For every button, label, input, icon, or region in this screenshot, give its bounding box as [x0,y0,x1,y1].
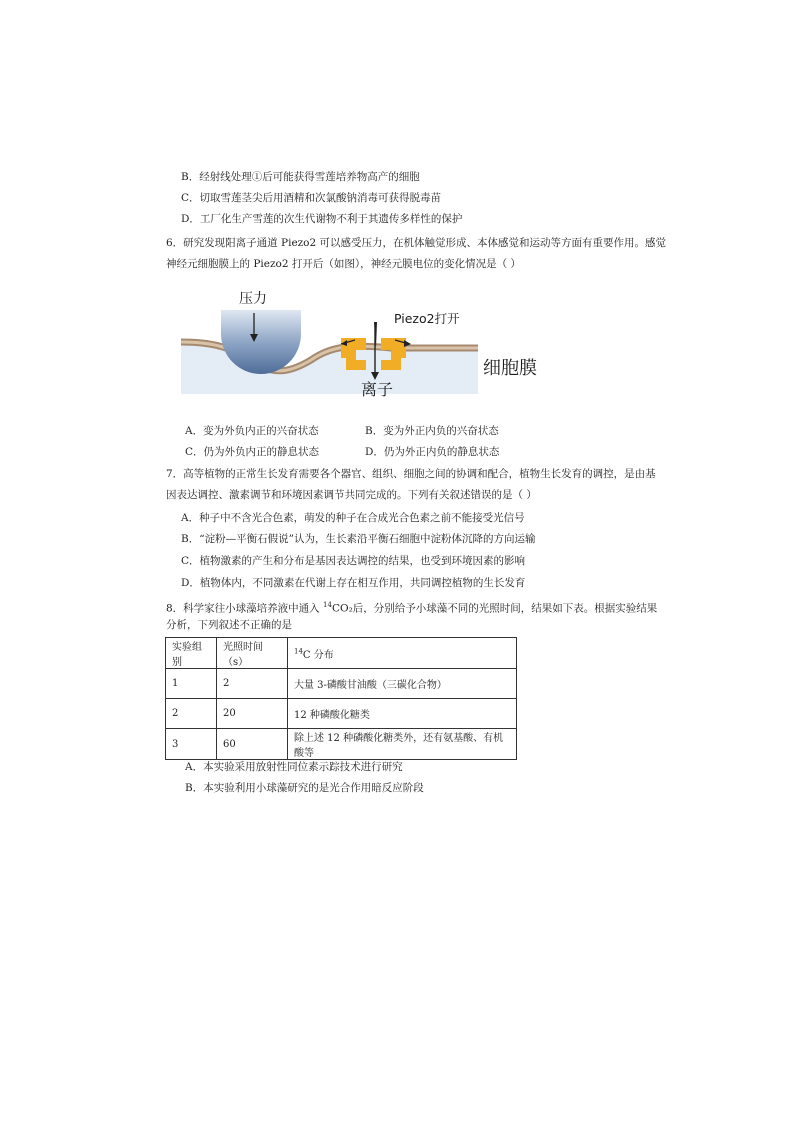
row2-time: 20 [217,699,288,729]
ion-label: 离子 [361,380,394,399]
q6-option-b: B．变为外正内负的兴奋状态 [365,425,499,437]
table-row [166,669,517,699]
piezo2-figure [181,282,561,402]
q7-option-c: C．植物激素的产生和分布是基因表达调控的结果，也受到环境因素的影响 [181,555,526,567]
q7-option-a: A．种子中不含光合色素，萌发的种子在合成光合色素之前不能接受光信号 [181,512,525,524]
row1-dist: 大量 3-磷酸甘油酸（三碳化合物） [288,669,517,699]
q8-stem-sup: 14 [323,601,332,609]
header-dist-sup: 14 [294,647,303,656]
q7-stem-line2: 因表达调控、激素调节和环境因素调节共同完成的。下列有关叙述错误的是（ ） [166,489,537,501]
row3-time: 60 [217,729,288,760]
q7-stem-line1: 7．高等植物的正常生长发育需要各个器官、组织、细胞之间的协调和配合，植物生长发育的调控，是由基 [166,468,656,480]
q8-option-b: B．本实验利用小球藻研究的是光合作用暗反应阶段 [185,782,424,794]
q7-option-b: B．“淀粉—平衡石假说”认为，生长素沿平衡石细胞中淀粉体沉降的方向运输 [181,533,536,545]
piezo2-open-label: Piezo2打开 [394,311,460,326]
table-header-row [166,638,517,669]
q8-option-a: A．本实验采用放射性同位素示踪技术进行研究 [185,761,403,773]
table-row [166,729,517,760]
row1-group: 1 [166,669,217,699]
header-distribution [288,638,517,669]
header-group: 实验组别 [166,638,217,669]
q8-stem-part1: 8．科学家往小球藻培养液中通入 [166,602,324,615]
header-dist-text: C 分布 [302,649,334,661]
membrane-label: 细胞膜 [483,358,537,379]
q7-option-d: D．植物体内，不同激素在代谢上存在相互作用，共同调控植物的生长发育 [181,577,526,589]
table-row [166,699,517,729]
q8-stem-line2: 分析，下列叙述不正确的是 [166,619,292,631]
q5-option-c: C．切取雪莲茎尖后用酒精和次氯酸钠消毒可获得脱毒苗 [181,192,442,204]
row3-dist: 除上述 12 种磷酸化糖类外，还有氨基酸、有机酸等 [288,729,517,760]
q8-results-table [165,637,517,760]
q8-stem-part2: CO₂后，分别给予小球藻不同的光照时间，结果如下表。根据实验结果 [331,602,658,615]
q6-option-a: A．变为外负内正的兴奋状态 [185,425,319,437]
q6-stem-line2: 神经元细胞膜上的 Piezo2 打开后（如图），神经元膜电位的变化情况是（ ） [166,258,521,270]
row2-group: 2 [166,699,217,729]
q6-stem-line1: 6．研究发现阳离子通道 Piezo2 可以感受压力，在机体触觉形成、本体感觉和运动等方面有重要作用。感觉 [166,237,667,249]
row2-dist: 12 种磷酸化糖类 [288,699,517,729]
pressure-label: 压力 [239,291,267,307]
q6-option-d: D．仍为外正内负的静息状态 [365,446,500,458]
q6-option-c: C．仍为外负内正的静息状态 [185,446,320,458]
q5-option-d: D．工厂化生产雪莲的次生代谢物不利于其遗传多样性的保护 [181,213,463,225]
q5-option-b: B．经射线处理①后可能获得雪莲培养物高产的细胞 [181,171,420,183]
q8-stem-line1 [166,598,657,616]
row1-time: 2 [217,669,288,699]
header-time: 光照时间（s） [217,638,288,669]
row3-group: 3 [166,729,217,760]
